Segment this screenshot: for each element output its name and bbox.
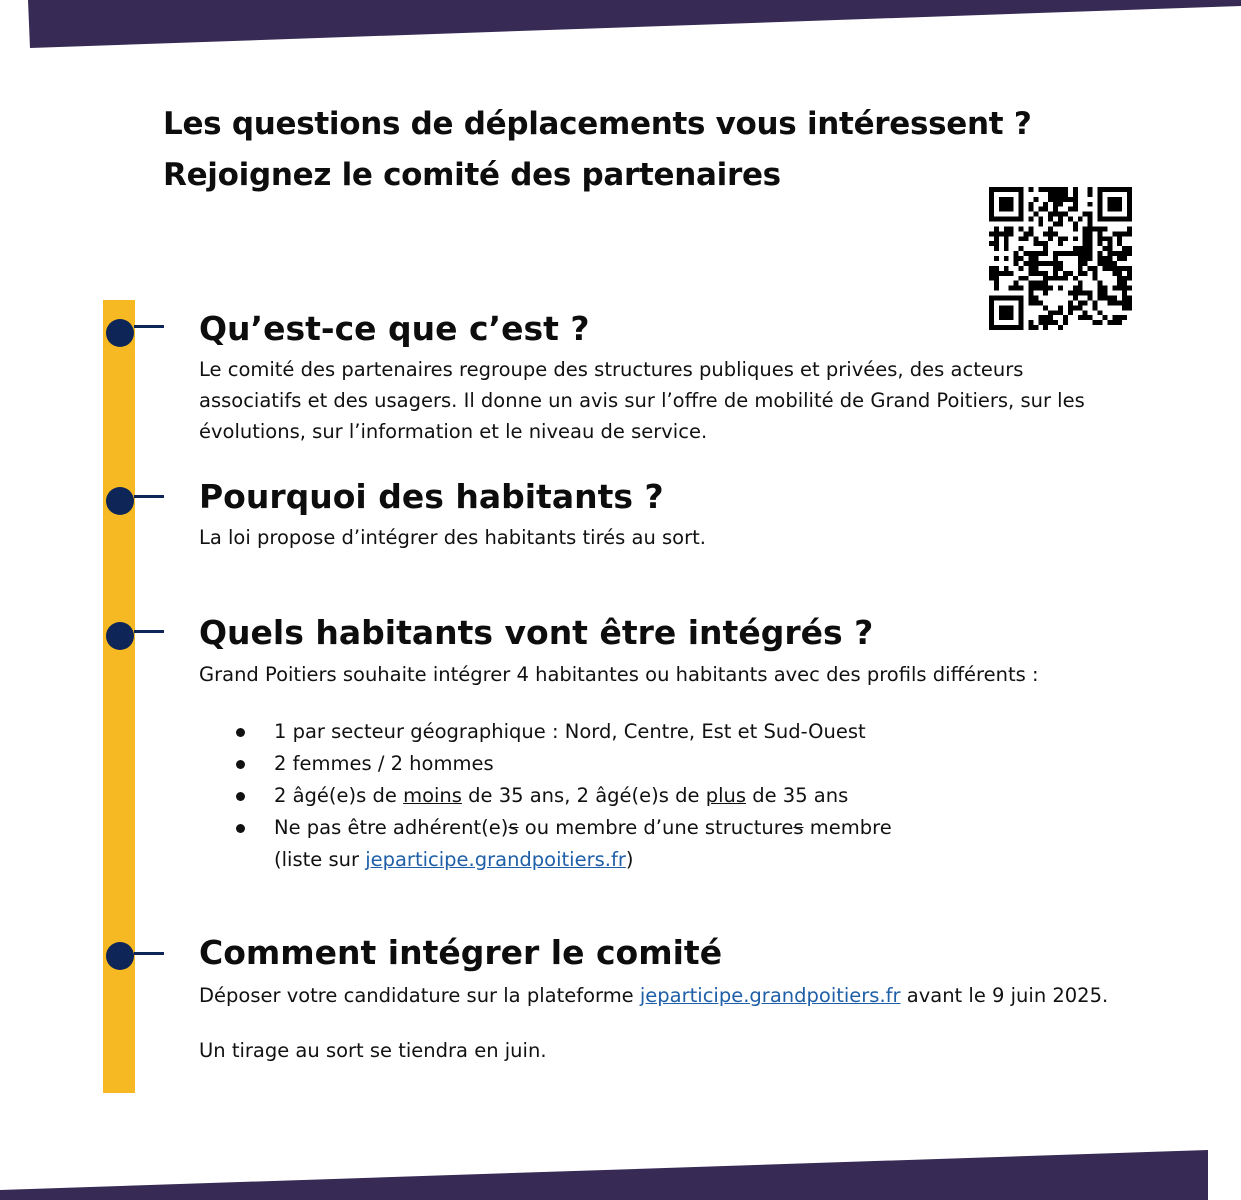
underlined-word-moins: moins: [403, 784, 462, 807]
list-item: [230, 716, 892, 748]
list-item-text-part: de 35 ans, 2 âgé(e)s de: [461, 784, 706, 807]
page-title-line-1: Les questions de déplacements vous intéressent ?: [163, 106, 1032, 142]
list-item-text-part: (liste sur: [274, 848, 366, 871]
list-item-text: 1 par secteur géographique : Nord, Centre, Est et Sud-Ouest: [274, 720, 866, 743]
list-item-text-part: ): [625, 848, 634, 871]
section-how-line-2: Un tirage au sort se tiendra en juin.: [199, 1039, 547, 1062]
section-what-line-3: évolutions, sur l’information et le niveau de service.: [199, 420, 708, 443]
bullet-icon: [236, 792, 245, 801]
bullet-icon: [236, 728, 245, 737]
struck-letter: s: [508, 816, 519, 839]
timeline-connector-how: [134, 952, 164, 955]
section-how-text-part: Déposer votre candidature sur la plateforme: [199, 984, 640, 1007]
section-why-line-1: La loi propose d’intégrer des habitants tirés au sort.: [199, 526, 706, 549]
list-item-text-part: ou membre d’une structure: [518, 816, 794, 839]
profile-criteria-list: [230, 716, 892, 876]
timeline-connector-what: [134, 325, 164, 328]
timeline-dot-which: [106, 622, 134, 650]
timeline-connector-which: [134, 630, 164, 633]
list-item: [230, 812, 892, 876]
section-how-text-part: avant le 9 juin 2025.: [900, 984, 1109, 1007]
section-heading-why: Pourquoi des habitants ?: [199, 477, 664, 516]
section-how-line-1: [199, 980, 1108, 1011]
list-item-text: 2 femmes / 2 hommes: [274, 752, 494, 775]
list-item-text-part: Ne pas être adhérent(e): [274, 816, 509, 839]
timeline-dot-why: [106, 487, 134, 515]
bullet-icon: [236, 760, 245, 769]
qr-code-icon: [989, 187, 1132, 330]
bottom-decorative-band: [0, 1148, 1241, 1200]
timeline-bar: [103, 300, 135, 1093]
section-what-line-1: Le comité des partenaires regroupe des structures publiques et privées, des acteurs: [199, 358, 1024, 381]
list-item: [230, 780, 892, 812]
jeparticipe-link[interactable]: jeparticipe.grandpoitiers.fr: [639, 984, 901, 1007]
bullet-icon: [236, 824, 245, 833]
list-item: [230, 748, 892, 780]
page-title-line-2: Rejoignez le comité des partenaires: [163, 157, 781, 193]
struck-letter: s: [793, 816, 804, 839]
section-which-intro: Grand Poitiers souhaite intégrer 4 habitantes ou habitants avec des profils différents :: [199, 663, 1039, 686]
list-item-text-part: membre: [803, 816, 892, 839]
section-heading-how: Comment intégrer le comité: [199, 933, 723, 972]
top-decorative-band: [0, 0, 1241, 50]
timeline-dot-how: [106, 942, 134, 970]
timeline-connector-why: [134, 495, 164, 498]
list-item-text-part: 2 âgé(e)s de: [274, 784, 404, 807]
timeline-dot-what: [106, 319, 134, 347]
section-heading-which: Quels habitants vont être intégrés ?: [199, 613, 874, 652]
underlined-word-plus: plus: [705, 784, 747, 807]
jeparticipe-link[interactable]: jeparticipe.grandpoitiers.fr: [365, 848, 626, 871]
section-heading-what: Qu’est-ce que c’est ?: [199, 309, 590, 348]
section-what-line-2: associatifs et des usagers. Il donne un avis sur l’offre de mobilité de Grand Poitiers, sur les: [199, 389, 1085, 412]
list-item-text-part: de 35 ans: [746, 784, 849, 807]
